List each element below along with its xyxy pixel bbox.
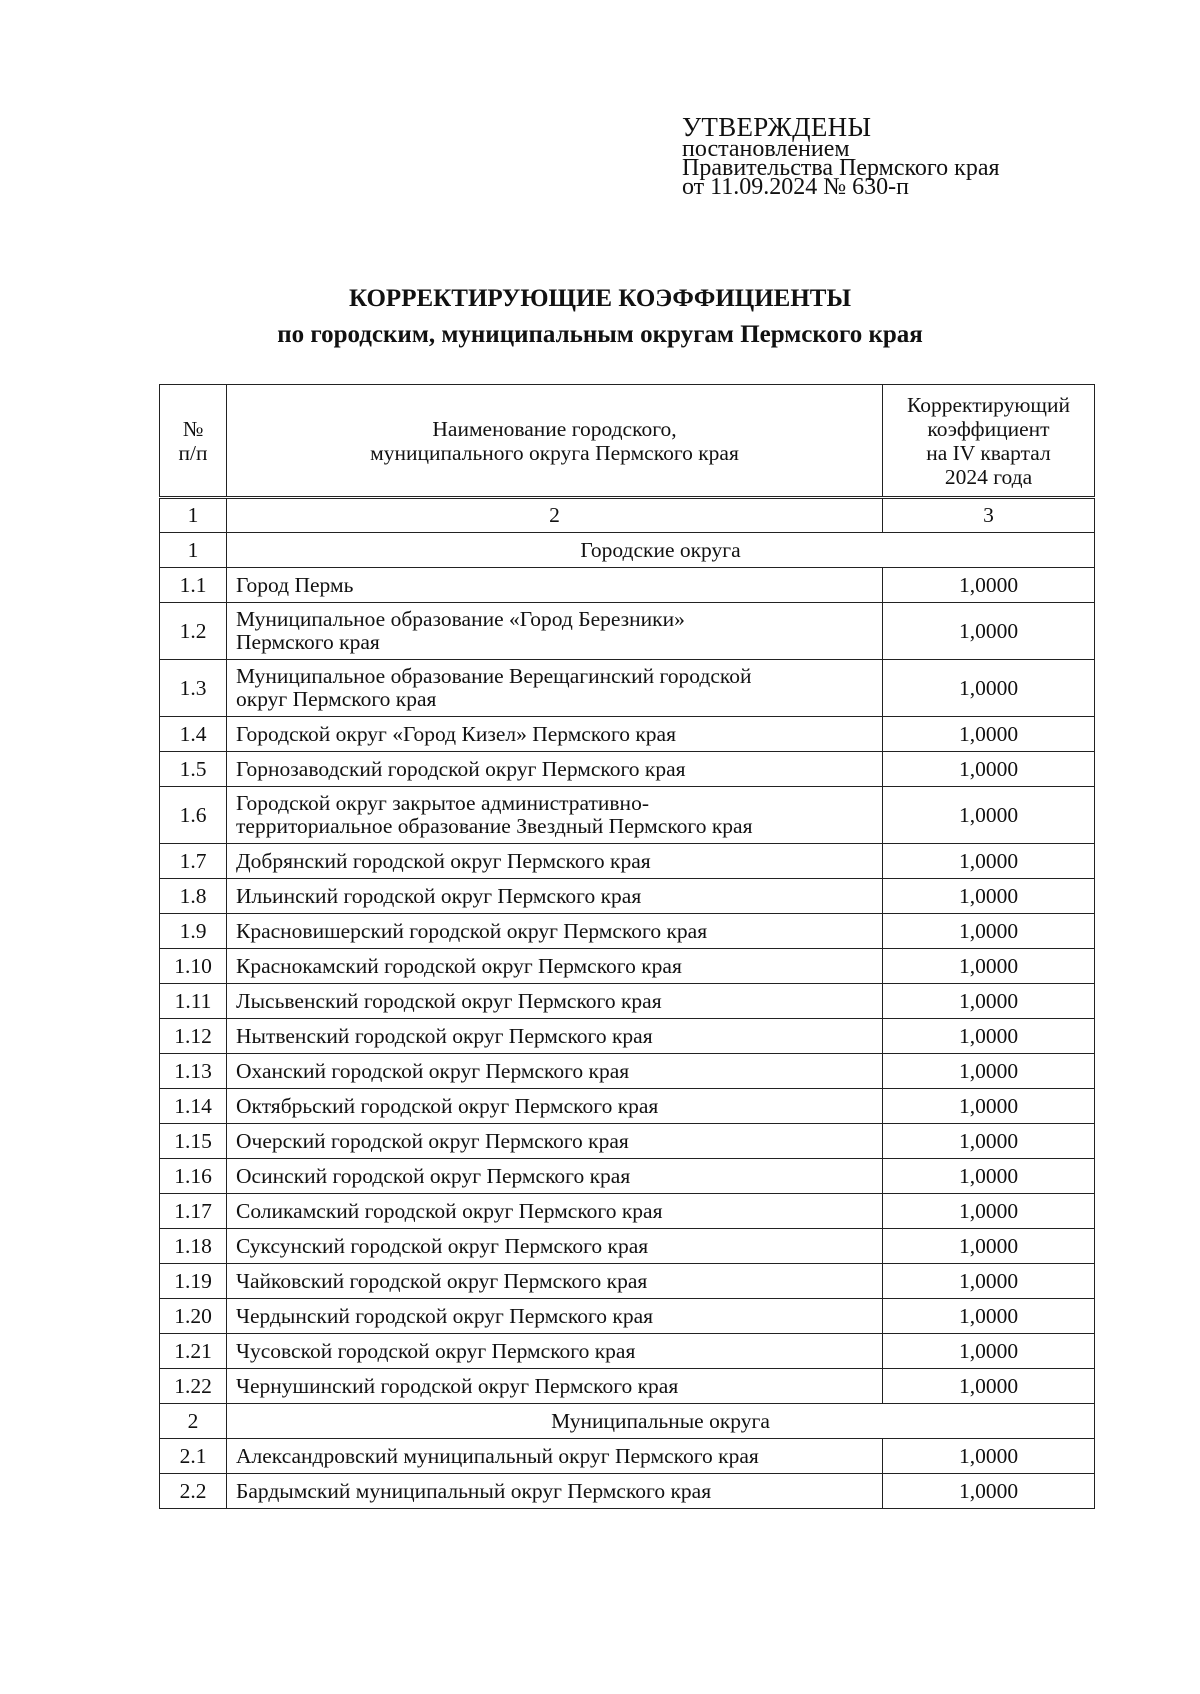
coefficient-value: 1,0000 — [883, 914, 1095, 949]
district-name-line: Суксунский городской округ Пермского края — [236, 1233, 649, 1258]
table-row — [160, 1159, 1095, 1194]
section-row — [160, 533, 1095, 568]
district-name-line: Бардымский муниципальный округ Пермского края — [236, 1478, 712, 1503]
section-title: Городские округа — [227, 533, 1095, 568]
table-row — [160, 1474, 1095, 1509]
coefficient-value: 1,0000 — [883, 660, 1095, 717]
coefficient-value: 1,0000 — [883, 752, 1095, 787]
row-number: 1.11 — [160, 984, 227, 1019]
coefficient-value: 1,0000 — [883, 844, 1095, 879]
header-coefficient — [883, 385, 1095, 498]
section-number: 2 — [160, 1404, 227, 1439]
district-name — [227, 1474, 883, 1509]
header-name — [227, 385, 883, 498]
district-name-line: Ильинский городской округ Пермского края — [236, 883, 642, 908]
document-heading — [0, 281, 1200, 353]
district-name — [227, 1334, 883, 1369]
district-name-line: Чердынский городской округ Пермского края — [236, 1303, 654, 1328]
row-number: 1.21 — [160, 1334, 227, 1369]
table-header-row — [160, 385, 1095, 498]
row-number: 1.5 — [160, 752, 227, 787]
district-name-line: Пермского края — [236, 630, 380, 654]
approval-block — [682, 112, 1000, 200]
table-row — [160, 1019, 1095, 1054]
row-number: 1.15 — [160, 1124, 227, 1159]
row-number: 2.2 — [160, 1474, 227, 1509]
table-body — [160, 498, 1095, 1509]
row-number: 1.16 — [160, 1159, 227, 1194]
district-name — [227, 1299, 883, 1334]
document-title: КОРРЕКТИРУЮЩИЕ КОЭФФИЦИЕНТЫ — [348, 285, 852, 312]
coefficient-value: 1,0000 — [883, 949, 1095, 984]
table-row — [160, 568, 1095, 603]
header-coefficient-line: Корректирующий — [907, 392, 1070, 417]
table-row — [160, 752, 1095, 787]
district-name — [227, 1369, 883, 1404]
table-row — [160, 603, 1095, 660]
district-name-line: Добрянский городской округ Пермского края — [236, 848, 651, 873]
row-number: 1.7 — [160, 844, 227, 879]
district-name-line: Городской округ «Город Кизел» Пермского края — [236, 721, 676, 746]
coefficient-value: 1,0000 — [883, 1439, 1095, 1474]
table-row — [160, 1439, 1095, 1474]
district-name-line: Осинский городской округ Пермского края — [236, 1163, 631, 1188]
coefficient-value: 1,0000 — [883, 879, 1095, 914]
coefficient-value: 1,0000 — [883, 1019, 1095, 1054]
column-number: 3 — [883, 498, 1095, 533]
column-numbers-row — [160, 498, 1095, 533]
table-row — [160, 1089, 1095, 1124]
row-number: 1.3 — [160, 660, 227, 717]
row-number: 1.18 — [160, 1229, 227, 1264]
header-number-symbol: № — [182, 416, 204, 441]
row-number: 2.1 — [160, 1439, 227, 1474]
district-name-line: Городской округ закрытое административно- — [236, 791, 649, 815]
table-row — [160, 1369, 1095, 1404]
district-name-line: Очерский городской округ Пермского края — [236, 1128, 629, 1153]
coefficient-value: 1,0000 — [883, 717, 1095, 752]
column-number: 1 — [160, 498, 227, 533]
row-number: 1.2 — [160, 603, 227, 660]
row-number: 1.17 — [160, 1194, 227, 1229]
row-number: 1.10 — [160, 949, 227, 984]
district-name — [227, 949, 883, 984]
approval-line-government: Правительства Пермского края — [682, 155, 1000, 181]
district-name-line: Оханский городской округ Пермского края — [236, 1058, 630, 1083]
table-row — [160, 717, 1095, 752]
table-row — [160, 914, 1095, 949]
district-name-line: Красновишерский городской округ Пермского края — [236, 918, 708, 943]
column-number: 2 — [227, 498, 883, 533]
district-name — [227, 1439, 883, 1474]
coefficient-value: 1,0000 — [883, 1369, 1095, 1404]
coefficient-value: 1,0000 — [883, 787, 1095, 844]
row-number: 1.9 — [160, 914, 227, 949]
district-name — [227, 879, 883, 914]
approval-title: УТВЕРЖДЕНЫ — [682, 112, 872, 142]
coefficient-value: 1,0000 — [883, 1054, 1095, 1089]
table-row — [160, 1194, 1095, 1229]
table-row — [160, 787, 1095, 844]
district-name-line: Краснокамский городской округ Пермского края — [236, 953, 682, 978]
district-name — [227, 660, 883, 717]
row-number: 1.8 — [160, 879, 227, 914]
district-name — [227, 1159, 883, 1194]
row-number: 1.4 — [160, 717, 227, 752]
coefficient-value: 1,0000 — [883, 1089, 1095, 1124]
header-number-abbr: п/п — [178, 440, 208, 465]
table-row — [160, 1299, 1095, 1334]
district-name-line: Лысьвенский городской округ Пермского края — [236, 988, 662, 1013]
district-name-line: территориальное образование Звездный Пермского края — [236, 814, 753, 838]
district-name-line: Чусовской городской округ Пермского края — [236, 1338, 636, 1363]
header-coefficient-line: 2024 года — [944, 464, 1033, 489]
coefficient-value: 1,0000 — [883, 1264, 1095, 1299]
district-name — [227, 1019, 883, 1054]
coefficients-table — [159, 384, 1095, 1509]
coefficient-value: 1,0000 — [883, 1159, 1095, 1194]
coefficient-value: 1,0000 — [883, 1194, 1095, 1229]
district-name-line: Октябрьский городской округ Пермского края — [236, 1093, 659, 1118]
district-name — [227, 1089, 883, 1124]
district-name — [227, 844, 883, 879]
header-name-line: муниципального округа Пермского края — [370, 440, 739, 465]
coefficient-value: 1,0000 — [883, 1299, 1095, 1334]
header-coefficient-line: на IV квартал — [926, 440, 1051, 465]
coefficient-value: 1,0000 — [883, 603, 1095, 660]
table-row — [160, 660, 1095, 717]
district-name — [227, 1229, 883, 1264]
approval-line-date-number: от 11.09.2024 № 630-п — [682, 174, 910, 200]
district-name — [227, 787, 883, 844]
table-row — [160, 1334, 1095, 1369]
district-name — [227, 603, 883, 660]
coefficient-value: 1,0000 — [883, 568, 1095, 603]
row-number: 1.12 — [160, 1019, 227, 1054]
coefficient-value: 1,0000 — [883, 984, 1095, 1019]
section-row — [160, 1404, 1095, 1439]
table-row — [160, 844, 1095, 879]
district-name — [227, 752, 883, 787]
coefficient-value: 1,0000 — [883, 1124, 1095, 1159]
district-name — [227, 1264, 883, 1299]
approval-line-resolution: постановлением — [682, 136, 850, 162]
row-number: 1.1 — [160, 568, 227, 603]
table-row — [160, 949, 1095, 984]
coefficient-value: 1,0000 — [883, 1334, 1095, 1369]
table-row — [160, 984, 1095, 1019]
coefficient-value: 1,0000 — [883, 1474, 1095, 1509]
section-number: 1 — [160, 533, 227, 568]
district-name-line: Чернушинский городской округ Пермского края — [236, 1373, 679, 1398]
header-coefficient-line: коэффициент — [927, 416, 1050, 441]
row-number: 1.19 — [160, 1264, 227, 1299]
district-name-line: Город Пермь — [236, 572, 354, 597]
table-row — [160, 1124, 1095, 1159]
district-name-line: округ Пермского края — [236, 687, 437, 711]
table-row — [160, 1229, 1095, 1264]
district-name-line: Горнозаводский городской округ Пермского края — [236, 756, 686, 781]
district-name-line: Муниципальное образование «Город Березники» — [236, 607, 685, 631]
district-name-line: Александровский муниципальный округ Пермского края — [236, 1443, 759, 1468]
district-name — [227, 568, 883, 603]
coefficient-value: 1,0000 — [883, 1229, 1095, 1264]
district-name-line: Соликамский городской округ Пермского края — [236, 1198, 663, 1223]
table-row — [160, 879, 1095, 914]
table-row — [160, 1264, 1095, 1299]
row-number: 1.13 — [160, 1054, 227, 1089]
section-title: Муниципальные округа — [227, 1404, 1095, 1439]
district-name — [227, 1194, 883, 1229]
row-number: 1.6 — [160, 787, 227, 844]
district-name-line: Нытвенский городской округ Пермского края — [236, 1023, 653, 1048]
row-number: 1.14 — [160, 1089, 227, 1124]
district-name — [227, 717, 883, 752]
district-name — [227, 984, 883, 1019]
header-number — [160, 385, 227, 498]
district-name-line: Муниципальное образование Верещагинский городской — [236, 664, 752, 688]
document-subtitle: по городским, муниципальным округам Пермского края — [277, 321, 923, 348]
district-name-line: Чайковский городской округ Пермского края — [236, 1268, 648, 1293]
row-number: 1.22 — [160, 1369, 227, 1404]
district-name — [227, 914, 883, 949]
district-name — [227, 1124, 883, 1159]
district-name — [227, 1054, 883, 1089]
table-row — [160, 1054, 1095, 1089]
row-number: 1.20 — [160, 1299, 227, 1334]
header-name-line: Наименование городского, — [432, 416, 677, 441]
